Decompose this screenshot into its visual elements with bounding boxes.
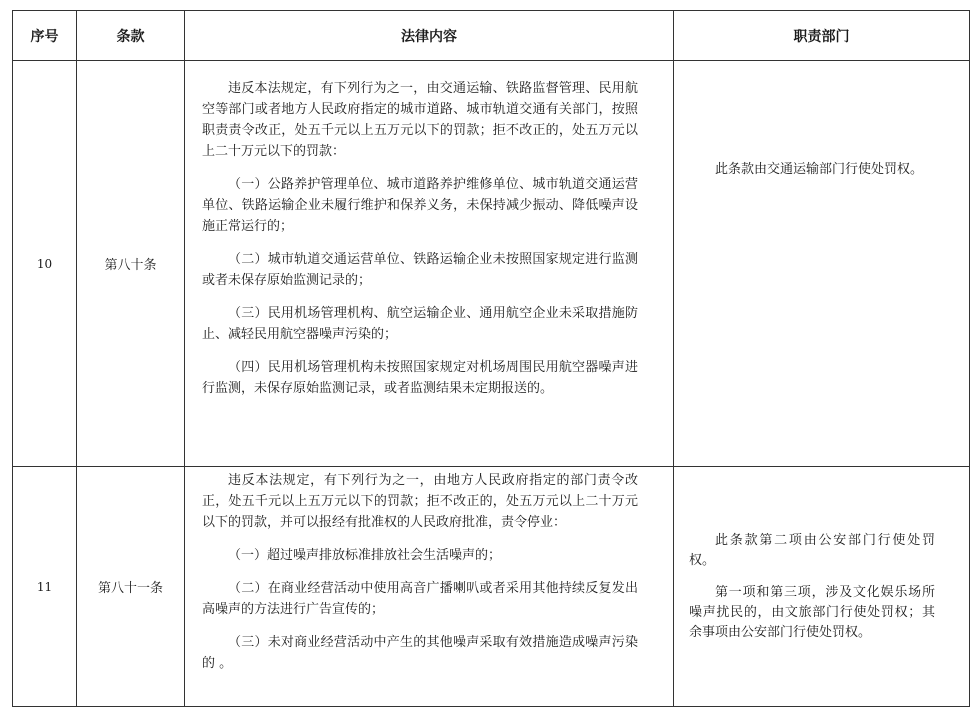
row-seq: 10	[13, 61, 77, 467]
header-law: 法律内容	[185, 11, 674, 61]
law-table	[12, 10, 970, 707]
table-row	[13, 61, 970, 467]
dept-paragraph: 此条款由交通运输部门行使处罚权。	[715, 161, 924, 177]
row-article: 第八十条	[77, 61, 185, 467]
row-seq: 11	[13, 467, 77, 707]
header-dept: 职责部门	[674, 11, 970, 61]
header-row	[13, 11, 970, 61]
law-paragraph: 违反本法规定，有下列行为之一，由交通运输、铁路监督管理、民用航空等部门或者地方人民政府指定的城市道路、城市轨道交通有关部门，按照职责责令改正，处五千元以上五万元以下的罚款；拒不改正的，处五万元以上二十万元以下的罚款：	[202, 81, 638, 159]
header-seq: 序号	[13, 11, 77, 61]
law-paragraph: （一）超过噪声排放标准排放社会生活噪声的；	[228, 548, 502, 563]
row-dept	[674, 61, 970, 467]
header-article: 条款	[77, 11, 185, 61]
law-paragraph: （三）民用机场管理机构、航空运输企业、通用航空企业未采取措施防止、减轻民用航空器噪声污染的；	[202, 306, 638, 342]
row-law-content	[185, 61, 674, 467]
table-row	[13, 467, 970, 707]
row-dept	[674, 467, 970, 707]
row-article: 第八十一条	[77, 467, 185, 707]
law-paragraph: （一）公路养护管理单位、城市道路养护维修单位、城市轨道交通运营单位、铁路运输企业未履行维护和保养义务，未保持减少振动、降低噪声设施正常运行的；	[202, 177, 638, 234]
law-paragraph: （二）在商业经营活动中使用高音广播喇叭或者采用其他持续反复发出高噪声的方法进行广告宣传的；	[202, 581, 638, 617]
dept-paragraph: 第一项和第三项，涉及文化娱乐场所噪声扰民的，由文旅部门行使处罚权；其余事项由公安部门行使处罚权。	[689, 584, 935, 640]
law-paragraph: （四）民用机场管理机构未按照国家规定对机场周围民用航空器噪声进行监测，未保存原始监测记录，或者监测结果未定期报送的。	[202, 360, 638, 396]
law-paragraph: 违反本法规定，有下列行为之一，由地方人民政府指定的部门责令改正，处五千元以上五万元以下的罚款；拒不改正的，处五万元以上二十万元以下的罚款，并可以报经有批准权的人民政府批准，责令停业：	[202, 473, 638, 530]
row-law-content	[185, 467, 674, 707]
law-paragraph: （二）城市轨道交通运营单位、铁路运输企业未按照国家规定进行监测或者未保存原始监测记录的；	[202, 252, 638, 288]
dept-paragraph: 此条款第二项由公安部门行使处罚权。	[689, 532, 935, 568]
law-paragraph: （三）未对商业经营活动中产生的其他噪声采取有效措施造成噪声污染的 。	[202, 635, 638, 671]
